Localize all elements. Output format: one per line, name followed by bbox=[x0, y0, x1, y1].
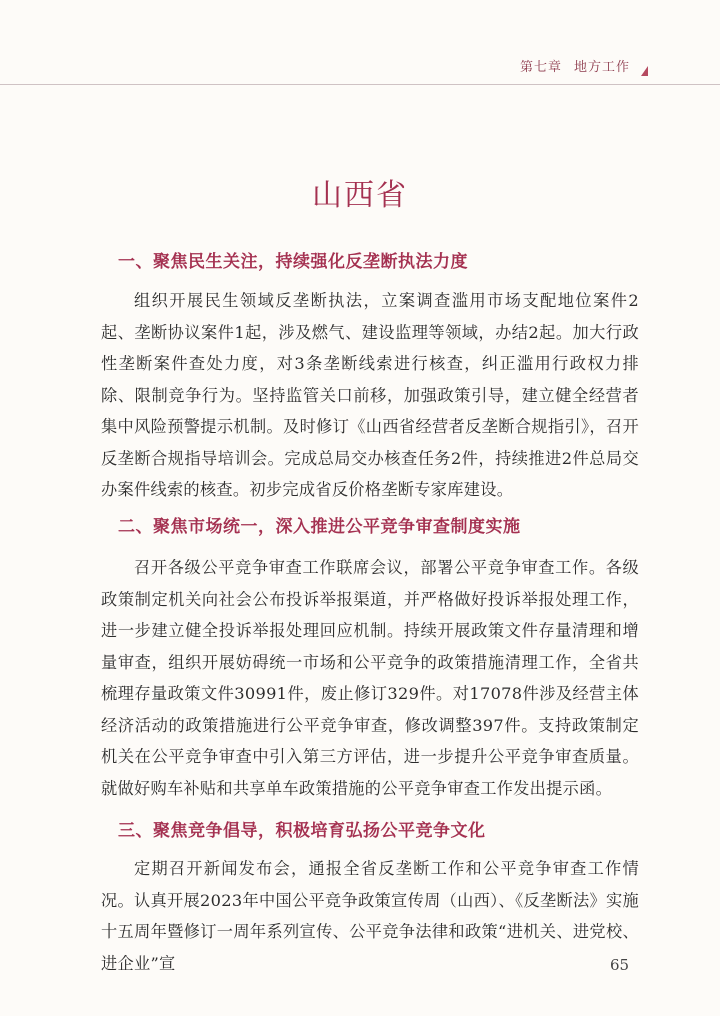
chapter-section-label: 地方工作 bbox=[573, 60, 630, 75]
chapter-label: 第七章 bbox=[519, 60, 562, 75]
running-header bbox=[520, 56, 630, 75]
section-paragraph-2: 召开各级公平竞争审查工作联席会议，部署公平竞争审查工作。各级政策制定机关向社会公布投诉举报渠道，并严格做好投诉举报处理工作，进一步建立健全投诉举报处理回应机制。持续开展政策文件存量清理和增量审查，组织开展妨碍统一市场和公平竞争的政策措施清理工作，全省共梳理存量政策文件30991件，废止修订329件。对17078件涉及经营主体经济活动的政策措施进行公平竞争审查，修改调整397件。支持政策制定机关在公平竞争审查中引入第三方评估，进一步提升公平竞争审查质量。就做好购车补贴和共享单车政策措施的公平竞争审查工作发出提示函。 bbox=[101, 558, 639, 798]
section-heading-2: 二、聚焦市场统一，深入推进公平竞争审查制度实施 bbox=[118, 517, 521, 537]
section-heading-1: 一、聚焦民生关注，持续强化反垄断执法力度 bbox=[118, 252, 468, 272]
section-paragraph-3: 定期召开新闻发布会，通报全省反垄断工作和公平竞争审查工作情况。认真开展2023年中国公平竞争政策宣传周（山西）、《反垄断法》实施十五周年暨修订一周年系列宣传、公平竞争法律和政策“进机关、进党校、进企业”宣 bbox=[101, 859, 639, 973]
header-triangle-icon bbox=[641, 66, 648, 76]
section-paragraph-1: 组织开展民生领域反垄断执法，立案调查滥用市场支配地位案件2起、垄断协议案件1起，涉及燃气、建设监理等领域，办结2起。加大行政性垄断案件查处力度，对3条垄断线索进行核查，纠正滥用行政权力排除、限制竞争行为。坚持监管关口前移，加强政策引导，建立健全经营者集中风险预警提示机制。及时修订《山西省经营者反垄断合规指引》，召开反垄断合规指导培训会。完成总局交办核查任务2件，持续推进2件总局交办案件线索的核查。初步完成省反价格垄断专家库建设。 bbox=[101, 291, 639, 499]
page-title: 山西省 bbox=[312, 178, 408, 213]
page-number: 65 bbox=[610, 956, 630, 974]
section-heading-3: 三、聚焦竞争倡导，积极培育弘扬公平竞争文化 bbox=[118, 821, 486, 841]
header-divider bbox=[0, 84, 720, 85]
